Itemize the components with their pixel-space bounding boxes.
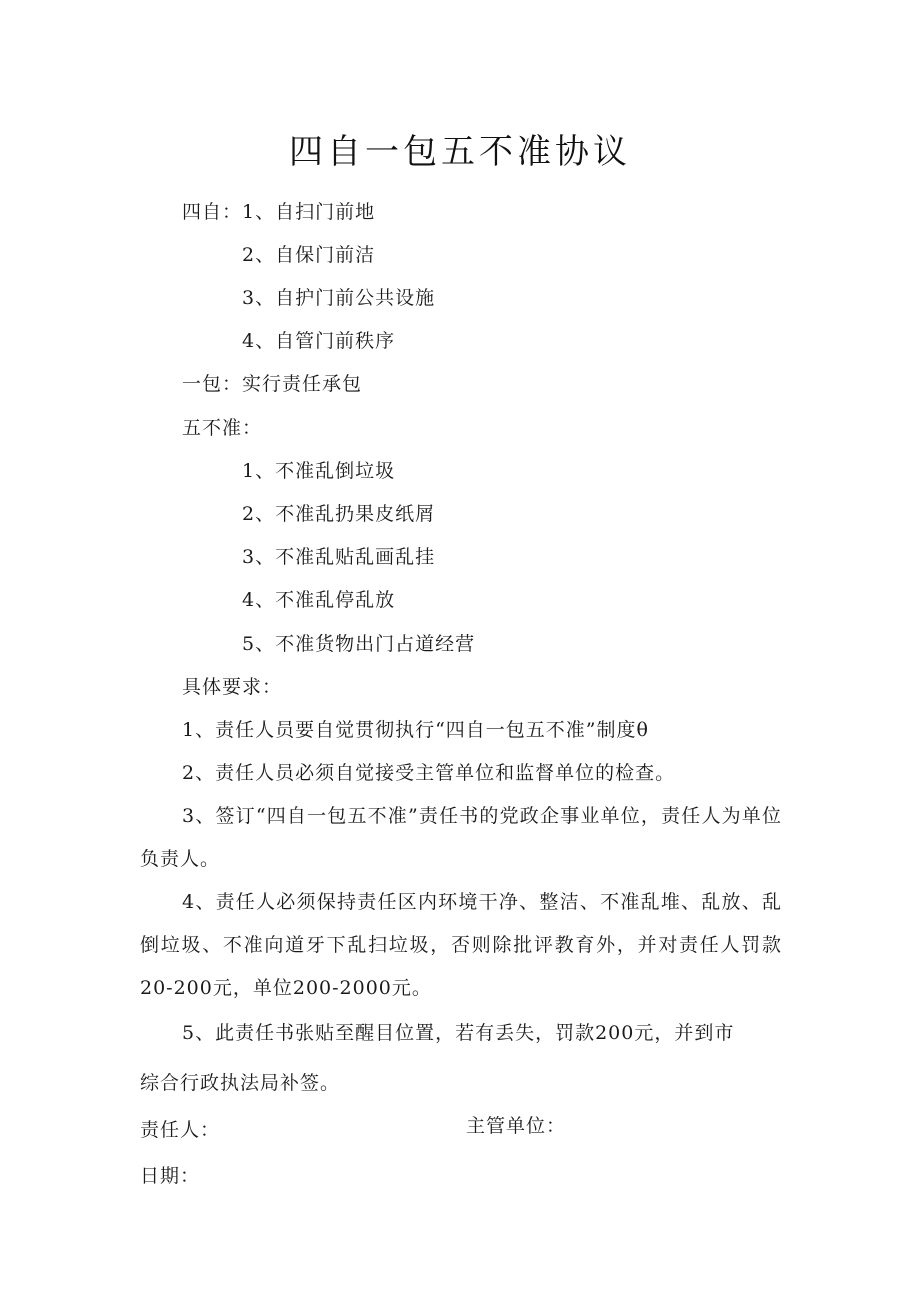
one-package-line: 一包：实行责任承包 (182, 373, 363, 395)
requirement-2: 2、责任人员必须自觉接受主管单位和监督单位的检查。 (182, 762, 676, 784)
responsible-person-field: 责任人： (140, 1119, 221, 1141)
date-field: 日期： (140, 1165, 201, 1187)
four-self-item-3: 3、自护门前公共设施 (242, 287, 436, 309)
document-title: 四自一包五不准协议 (289, 132, 631, 172)
five-nots-item-4: 4、不准乱停乱放 (242, 589, 396, 611)
five-nots-item-3: 3、不准乱贴乱画乱挂 (242, 546, 436, 568)
five-nots-item-1: 1、不准乱倒垃圾 (242, 460, 396, 482)
five-nots-item-5: 5、不准货物出门占道经营 (242, 633, 476, 655)
requirement-4: 4、责任人必须保持责任区内环境干净、整洁、不准乱堆、乱放、乱倒垃圾、不准向道牙下乱扫垃圾，否则除批评教育外，并对责任人罚款20-200元，单位200-2000元。 (140, 891, 782, 999)
requirement-5: 5、此责任书张贴至醒目位置，若有丢失，罚款200元，并到市 (182, 1022, 735, 1044)
four-self-item-2: 2、自保门前洁 (242, 244, 376, 266)
four-self-first-line (182, 199, 375, 225)
requirement-3: 3、签订“四自一包五不准”责任书的党政企事业单位，责任人为单位负责人。 (140, 805, 782, 870)
requirement-5-continuation: 综合行政执法局补签。 (140, 1072, 341, 1094)
four-self-item-4: 4、自管门前秩序 (242, 330, 396, 352)
four-self-label: 四自： (182, 201, 243, 223)
five-nots-label: 五不准： (182, 417, 263, 439)
five-nots-item-2: 2、不准乱扔果皮纸屑 (242, 503, 436, 525)
four-self-item-1: 1、自扫门前地 (242, 201, 376, 223)
requirement-1: 1、责任人员要自觉贯彻执行“四自一包五不准”制度θ (182, 719, 649, 741)
supervising-unit-field: 主管单位： (466, 1115, 567, 1137)
requirements-label: 具体要求： (182, 676, 283, 698)
